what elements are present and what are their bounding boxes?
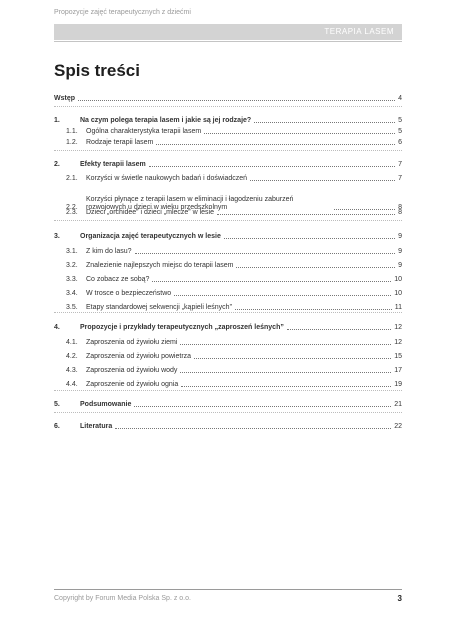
toc-entry[interactable] <box>54 398 402 409</box>
toc-entry-label: Zaproszenia od żywiołu wody <box>86 367 178 374</box>
toc-entry-label: Zaproszenie od żywiołu ognia <box>86 381 179 388</box>
toc-entry[interactable] <box>54 206 402 217</box>
toc-entry-label: Etapy standardowej sekwencji „kąpieli leśnych” <box>86 304 232 311</box>
toc-entry-label: Na czym polega terapia lasem i jakie są jej rodzaje? <box>80 117 252 124</box>
toc-entry-page: 6 <box>398 139 402 146</box>
toc-entry[interactable] <box>54 136 402 147</box>
toc-entry-page: 11 <box>394 304 402 311</box>
toc-leader-dots <box>149 166 395 167</box>
toc-entry-page: 17 <box>394 367 402 374</box>
toc-entry-label: Znalezienie najlepszych miejsc do terapii lasem <box>86 262 234 269</box>
toc-entry[interactable] <box>54 287 402 298</box>
toc-leader-dots <box>224 238 395 239</box>
toc-entry-number: 2.3. <box>66 209 78 216</box>
toc-entry[interactable] <box>54 420 402 431</box>
toc-leader-dots <box>180 344 391 345</box>
toc-entry[interactable] <box>54 158 402 169</box>
footer-copyright: Copyright by Forum Media Polska Sp. z o.o. <box>54 595 191 602</box>
toc-entry-page: 12 <box>394 324 402 331</box>
toc-entry-label: Efekty terapii lasem <box>80 161 146 168</box>
toc-leader-dots <box>194 358 391 359</box>
toc-entry[interactable] <box>54 301 402 312</box>
toc-entry-label: Korzyści w świetle naukowych badań i doświadczeń <box>86 175 248 182</box>
toc-entry-number: 5. <box>54 401 60 408</box>
toc-entry-page: 9 <box>398 262 402 269</box>
toc-leader-dots <box>135 253 396 254</box>
toc-entry[interactable] <box>54 259 402 270</box>
toc-separator <box>54 412 402 413</box>
toc-separator <box>54 312 402 313</box>
toc-entry-number: 4.1. <box>66 339 78 346</box>
page-title: Spis treści <box>54 61 140 80</box>
toc-entry-number: 2. <box>54 161 60 168</box>
toc-entry[interactable] <box>54 245 402 256</box>
toc-entry-number: 4. <box>54 324 60 331</box>
toc-leader-dots <box>235 309 392 310</box>
toc-entry-number: 3.5. <box>66 304 78 311</box>
toc-leader-dots <box>152 281 391 282</box>
toc-entry-number: 4.3. <box>66 367 78 374</box>
toc-entry-number: 3. <box>54 233 60 240</box>
toc-entry-label: Podsumowanie <box>80 401 132 408</box>
header-rule <box>54 41 402 42</box>
toc-entry[interactable] <box>54 114 402 125</box>
toc-entry-page: 19 <box>394 381 402 388</box>
toc-entry-number: 2.1. <box>66 175 78 182</box>
toc-separator <box>54 390 402 391</box>
toc-entry-label: W trosce o bezpieczeństwo <box>86 290 172 297</box>
toc-entry[interactable] <box>54 273 402 284</box>
toc-entry-page: 9 <box>398 248 402 255</box>
toc-entry-label: Zaproszenia od żywiołu ziemi <box>86 339 178 346</box>
toc-entry-label: Rodzaje terapii lasem <box>86 139 154 146</box>
toc-entry-label: Z kim do lasu? <box>86 248 132 255</box>
toc-entry-page: 5 <box>398 117 402 124</box>
toc-leader-dots <box>181 386 391 387</box>
toc-leader-dots <box>115 428 391 429</box>
toc-leader-dots <box>217 214 395 215</box>
toc-entry-label: Co zobacz ze sobą? <box>86 276 150 283</box>
toc-entry-label: Propozycje i przykłady terapeutycznych „zaproszeń leśnych” <box>80 324 284 331</box>
toc-entry-page: 10 <box>394 276 402 283</box>
toc-entry[interactable] <box>54 350 402 361</box>
toc-entry-page: 7 <box>398 175 402 182</box>
toc-entry-page: 15 <box>394 353 402 360</box>
toc-entry-page: 4 <box>398 95 402 102</box>
toc-entry-page: 7 <box>398 161 402 168</box>
running-header-text: Propozycje zajęć terapeutycznych z dziećmi <box>54 9 191 16</box>
toc-entry[interactable] <box>54 172 402 183</box>
toc-entry-number: 2.2. <box>66 204 78 211</box>
toc-separator <box>54 106 402 107</box>
toc-entry[interactable] <box>54 92 402 103</box>
toc-separator <box>54 220 402 221</box>
toc-entry-number: 4.2. <box>66 353 78 360</box>
toc-entry-number: 6. <box>54 423 60 430</box>
toc-entry-page: 22 <box>394 423 402 430</box>
footer-rule <box>54 589 402 590</box>
toc-entry-number: 3.1. <box>66 248 78 255</box>
toc-entry-number: 3.2. <box>66 262 78 269</box>
toc-leader-dots <box>250 180 395 181</box>
toc-entry-number: 1.2. <box>66 139 78 146</box>
toc-entry[interactable] <box>54 125 402 136</box>
toc-entry-page: 9 <box>398 233 402 240</box>
toc-entry[interactable] <box>54 336 402 347</box>
toc-leader-dots <box>78 100 395 101</box>
toc-entry-number: 1. <box>54 117 60 124</box>
footer-page-number: 3 <box>397 594 402 603</box>
toc-entry-label: Zaproszenia od żywiołu powietrza <box>86 353 192 360</box>
toc-entry-page: 10 <box>394 290 402 297</box>
toc-entry-label: Literatura <box>80 423 113 430</box>
section-label: TERAPIA LASEM <box>324 27 394 36</box>
toc-entry[interactable] <box>54 364 402 375</box>
toc-entry-number: 4.4. <box>66 381 78 388</box>
toc-entry-label: Wstęp <box>54 95 75 102</box>
toc-leader-dots <box>180 372 391 373</box>
toc-separator <box>54 150 402 151</box>
toc-entry[interactable] <box>54 230 402 241</box>
toc-entry-label: Dzieci „orchidee” i dzieci „mlecze” w lesie <box>86 209 214 216</box>
toc-entry-number: 3.3. <box>66 276 78 283</box>
toc-entry-page: 21 <box>394 401 402 408</box>
toc-leader-dots <box>236 267 395 268</box>
toc-entry-page: 8 <box>398 204 402 211</box>
toc-entry-label: Ogólna charakterystyka terapii lasem <box>86 128 202 135</box>
toc-entry-page: 5 <box>398 128 402 135</box>
toc-leader-dots <box>174 295 391 296</box>
toc-entry-number: 1.1. <box>66 128 78 135</box>
toc-leader-dots <box>204 133 395 134</box>
toc-entry-page: 8 <box>398 209 402 216</box>
toc-leader-dots <box>156 144 395 145</box>
toc-entry-number: 3.4. <box>66 290 78 297</box>
toc-entry[interactable] <box>54 378 402 389</box>
toc-leader-dots <box>287 329 391 330</box>
toc-entry-label: Korzyści płynące z terapii lasem w eliminacji i łagodzeniu zaburzeń rozwojowych u dzieci w wieku przedszkolnym <box>86 196 294 211</box>
toc-leader-dots <box>134 406 391 407</box>
toc-entry[interactable] <box>54 321 402 332</box>
toc-entry-label: Organizacja zajęć terapeutycznych w lesie <box>80 233 221 240</box>
toc-entry-page: 12 <box>394 339 402 346</box>
toc-leader-dots <box>254 122 395 123</box>
